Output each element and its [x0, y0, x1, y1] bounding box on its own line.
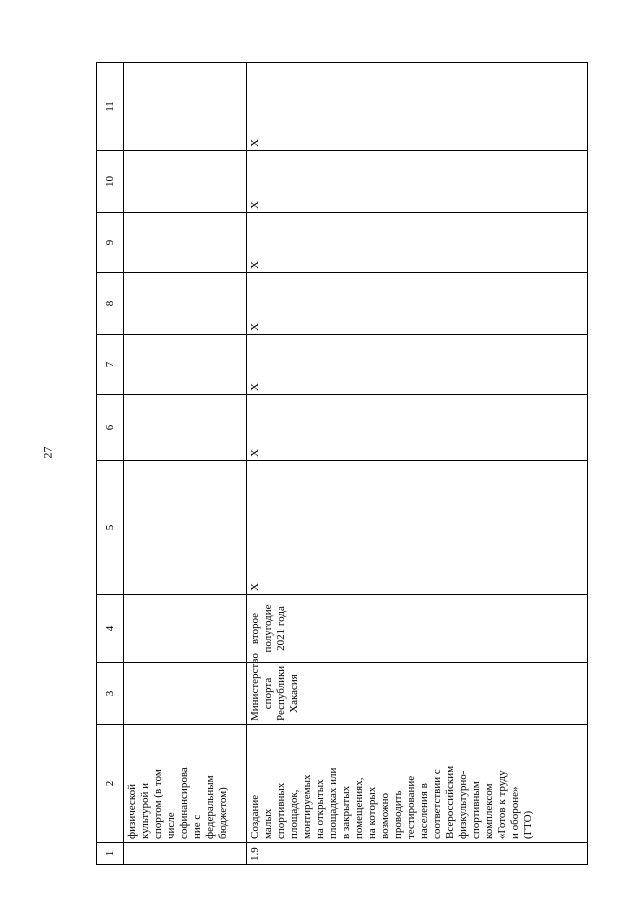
cell-col-7-mark: X: [247, 335, 588, 395]
cell-col-7: [124, 335, 247, 395]
cell-activity-name: Создание малых спортивных площадок, монтируемых на открытых площадках или в закрытых помещениях, на которых возможно проводить тестирование населения в соответствии с Всероссийским физкультурно- спортивным комплексом «Готов к труду и обороне» (ГТО): [247, 725, 588, 843]
header-col-10: 10: [97, 151, 124, 213]
header-col-7: 7: [97, 335, 124, 395]
cell-col-10-mark: X: [247, 151, 588, 213]
header-col-8: 8: [97, 273, 124, 335]
cell-col-5-mark: X: [247, 461, 588, 595]
page-number: 27: [40, 446, 55, 459]
header-col-5: 5: [97, 461, 124, 595]
rotated-table-container: [96, 63, 588, 865]
header-col-6: 6: [97, 395, 124, 461]
cell-col-11: [124, 63, 247, 151]
cell-col-10: [124, 151, 247, 213]
cell-col-9-mark: X: [247, 213, 588, 273]
header-col-9: 9: [97, 213, 124, 273]
header-col-4: 4: [97, 595, 124, 663]
cell-col-6: [124, 395, 247, 461]
header-col-11: 11: [97, 63, 124, 151]
cell-col-8: [124, 273, 247, 335]
cell-activity-name: физической культурой и спортом (в том числе софинансирова ние с федеральным бюджетом): [124, 725, 247, 843]
header-col-3: 3: [97, 663, 124, 725]
cell-deadline: второе полугодие 2021 года: [247, 595, 588, 663]
table-row-1-9: [247, 63, 588, 865]
header-row: [97, 63, 124, 865]
program-activities-table: [96, 62, 588, 865]
cell-number: [124, 843, 247, 865]
cell-col-8-mark: X: [247, 273, 588, 335]
cell-col-9: [124, 213, 247, 273]
header-col-2: 2: [97, 725, 124, 843]
header-col-1: 1: [97, 843, 124, 865]
cell-col-6-mark: X: [247, 395, 588, 461]
cell-col-11-mark: X: [247, 63, 588, 151]
cell-executor: Министерство спорта Республики Хакасия: [247, 663, 588, 725]
cell-executor: [124, 663, 247, 725]
table-row-continuation: [124, 63, 247, 865]
cell-number: 1.9: [247, 843, 588, 865]
cell-col-5: [124, 461, 247, 595]
cell-deadline: [124, 595, 247, 663]
